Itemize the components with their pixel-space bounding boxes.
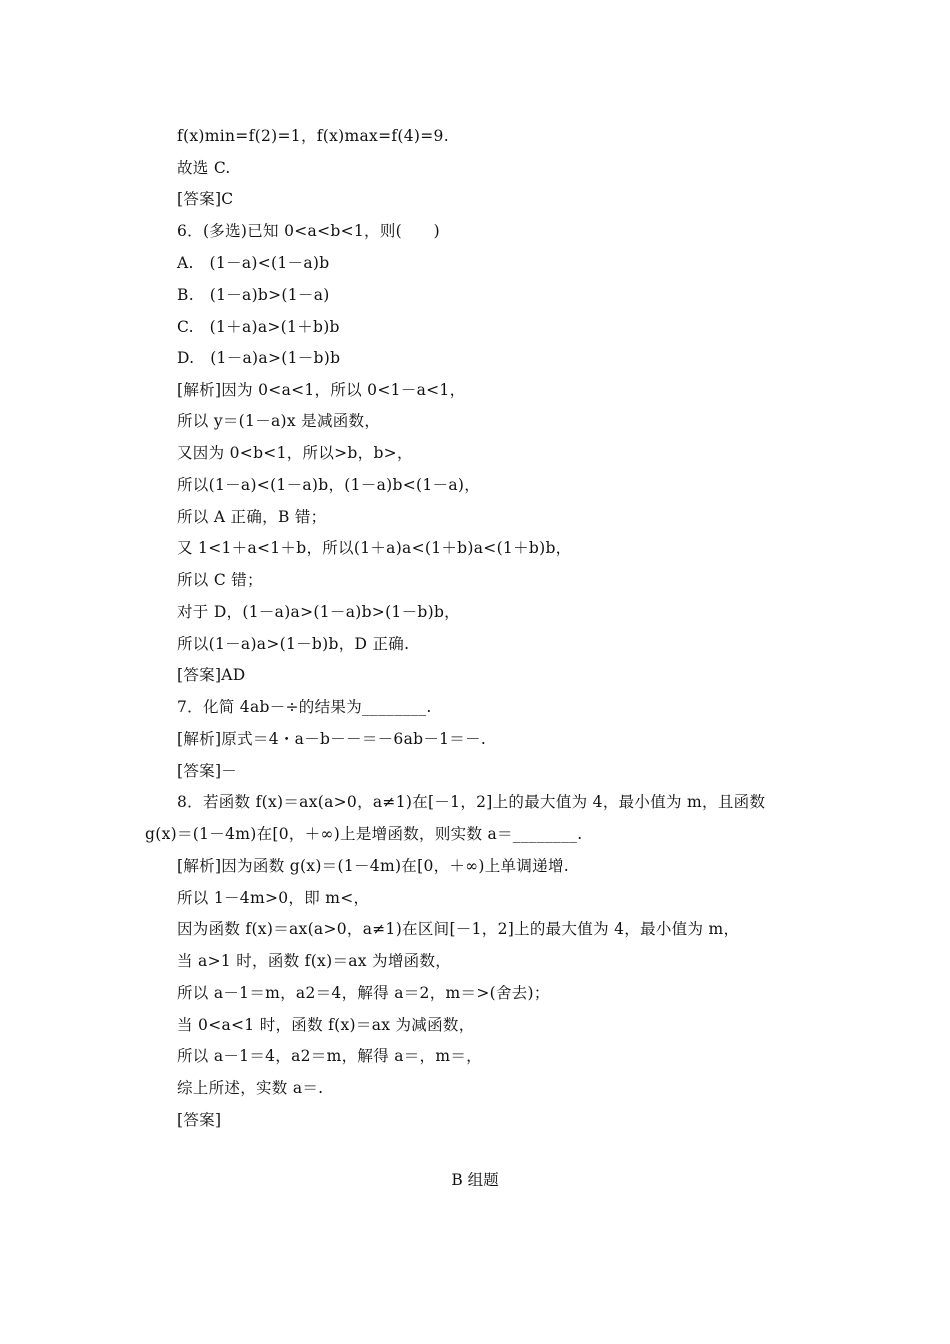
- text-line: 又因为 0<b<1，所以>b，b>，: [177, 444, 413, 462]
- text-line: 所以 1－4m>0，即 m<，: [177, 889, 370, 907]
- text-line: 当 0<a<1 时，函数 f(x)＝ax 为减函数，: [177, 1016, 475, 1034]
- answer-line: [答案]: [177, 1111, 222, 1129]
- text-line: 故选 C.: [177, 159, 231, 177]
- text-line: 所以 a－1＝4，a2＝m，解得 a＝，m＝，: [177, 1047, 482, 1065]
- text-line: 所以(1－a)a>(1－b)b，D 正确.: [177, 635, 410, 653]
- text-line: 综上所述，实数 a＝.: [177, 1079, 324, 1097]
- text-line: 所以 A 正确，B 错；: [177, 508, 327, 526]
- option-c: C. (1＋a)a>(1＋b)b: [177, 318, 340, 336]
- question-6: 6．(多选)已知 0<a<b<1，则( ): [177, 222, 440, 240]
- section-title: B 组题: [451, 1171, 499, 1189]
- text-line: 当 a>1 时，函数 f(x)＝ax 为增函数，: [177, 952, 452, 970]
- text-line: 所以(1－a)<(1－a)b，(1－a)b<(1－a)，: [177, 476, 481, 494]
- analysis-line: [解析]因为 0<a<1，所以 0<1－a<1，: [177, 381, 466, 399]
- text-line: 所以 a－1＝m，a2＝4，解得 a＝2，m＝>(舍去)；: [177, 984, 550, 1002]
- question-8-cont: g(x)＝(1－4m)在[0，＋∞)上是增函数，则实数 a＝________.: [145, 825, 583, 843]
- text-line: 所以 y＝(1－a)x 是减函数，: [177, 412, 381, 430]
- question-7: 7．化简 4ab－÷的结果为________.: [177, 698, 432, 716]
- text-line: 所以 C 错；: [177, 571, 263, 589]
- answer-line: [答案]C: [177, 190, 234, 208]
- analysis-line: [解析]因为函数 g(x)＝(1－4m)在[0，＋∞)上单调递增.: [177, 857, 569, 875]
- option-a: A. (1－a)<(1－a)b: [177, 254, 330, 272]
- text-line: f(x)min=f(2)=1，f(x)max=f(4)=9.: [177, 127, 449, 145]
- answer-line: [答案]－: [177, 762, 238, 780]
- option-d: D. (1－a)a>(1－b)b: [177, 349, 341, 367]
- analysis-line: [解析]原式＝4・a－b－－＝－6ab－1＝－.: [177, 730, 487, 748]
- option-b: B. (1－a)b>(1－a): [177, 286, 330, 304]
- answer-line: [答案]AD: [177, 666, 246, 684]
- text-line: 因为函数 f(x)＝ax(a>0，a≠1)在区间[－1，2]上的最大值为 4，最小值为 m，: [177, 920, 740, 938]
- text-line: 对于 D，(1－a)a>(1－a)b>(1－b)b，: [177, 603, 460, 621]
- text-line: 又 1<1＋a<1＋b，所以(1＋a)a<(1＋b)a<(1＋b)b，: [177, 539, 572, 557]
- question-8: 8．若函数 f(x)＝ax(a>0，a≠1)在[－1，2]上的最大值为 4，最小值为 m，且函数: [177, 793, 766, 811]
